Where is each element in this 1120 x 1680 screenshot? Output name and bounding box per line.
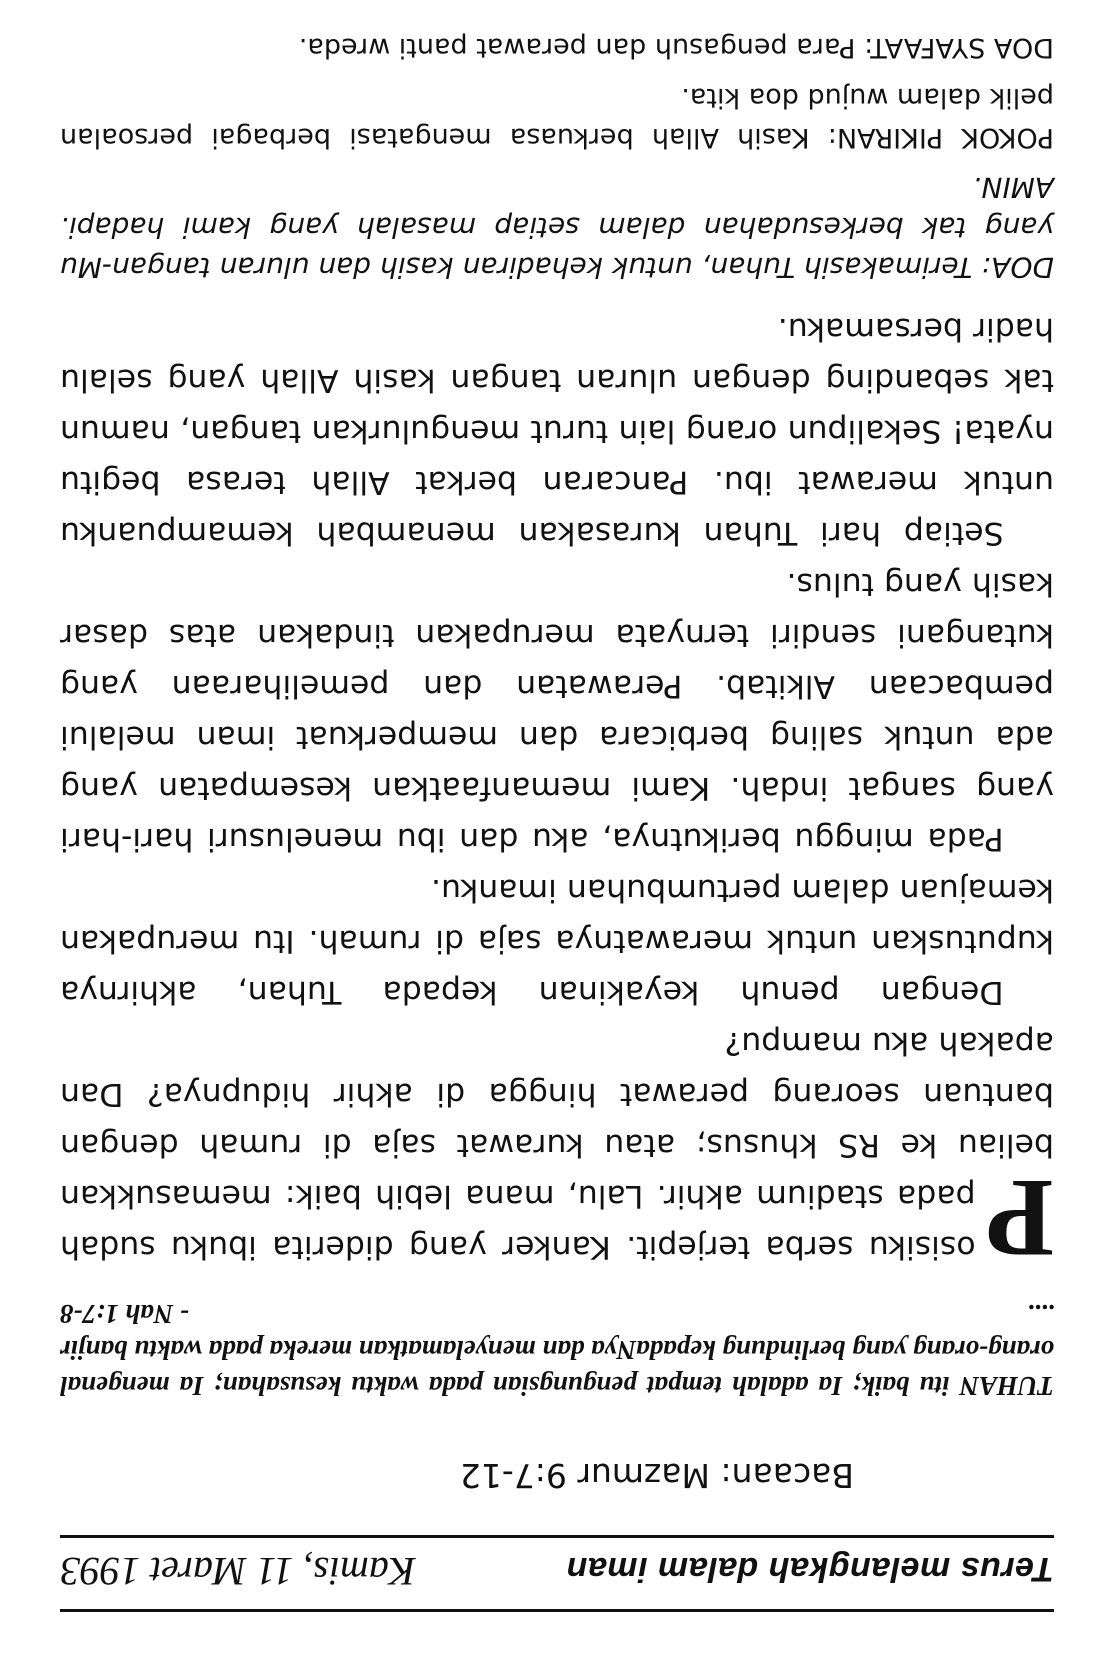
drop-cap: P: [985, 1156, 1054, 1280]
verse-text: TUHAN itu baik; Ia adalah tempat pengungsian pada waktu kesusahan; Ia mengenal orang-orang yang berlindung kepadaNya dan menyelamatkan mereka pada waktu banjir ....: [60, 1299, 1054, 1401]
page-date: Kamis, 11 Maret 1993: [60, 1549, 416, 1594]
author-name: [446, 0, 946, 1]
top-rule: [60, 1609, 1054, 1612]
paragraph: Pada minggu berikutnya, aku dan ibu menelusuri hari-hari yang sangat indah. Kami memanfaatkan kesempatan yang ada untuk saling berbicara dan memperkuat iman melalui pembacaan Alkitab. Perawatan dan pemeliharaan yang kutangani sendiri ternyata merupakan tindakan atas dasar kasih yang tulus.: [60, 566, 1054, 857]
paragraph-text: osisiku serba terjepit. Kanker yang diderita ibuku sudah pada stadium akhir. Lalu, mana lebih baik: memasukkan beliau ke RS khusus; atau kurawat saja di rumah dengan bantuan seorang perawat hingga di akhir hidupnya? Dan apakah aku mampu?: [60, 1025, 1054, 1265]
intercession: DOA SYAFAAT: Para pengasuh dan perawat panti wreda.: [298, 32, 1054, 63]
thought-for-day: POKOK PIKIRAN: Kasih Allah berkuasa mengatasi berbagai persoalan pelik dalam wujud doa kita.: [60, 82, 1054, 153]
author-line: [60, 0, 994, 1]
scripture-reading: Bacaan: Mazmur 9:7-12: [459, 1456, 854, 1495]
paragraph: Dengan penuh keyakinan kepada Tuhan, akhirnya kuputuskan untuk merawatnya saja di rumah. Itu merupakan kemajuan dalam pertumbuhan imanku.: [60, 872, 1054, 1010]
prayer: DOA: Terimakasih Tuhan, untuk kehadiran kasih dan uluran tangan-Mu yang tak berkesudahan dalam setiap masalah yang kami hadapi. AMIN.: [60, 171, 1054, 284]
paragraph: Setiap hari Tuhan kurasakan menambah kemampuanku untuk merawat ibu. Pancaran berkat Allah terasa begitu nyata! Sekalipun orang lain turut mengulurkan tangan, namun tak sebanding dengan uluran tangan kasih Allah yang selalu hadir bersamaku.: [60, 311, 1054, 551]
page-title: Terus melangkah dalam iman: [566, 1550, 1054, 1588]
devotional-body: [60, 303, 1054, 1280]
page-header: [60, 1538, 1054, 1609]
verse-reference: - Nah 1:7-8: [60, 1299, 189, 1329]
bottom-rule: [60, 1535, 1054, 1538]
key-verse: [60, 1296, 1054, 1404]
paragraph: [60, 1017, 1054, 1280]
